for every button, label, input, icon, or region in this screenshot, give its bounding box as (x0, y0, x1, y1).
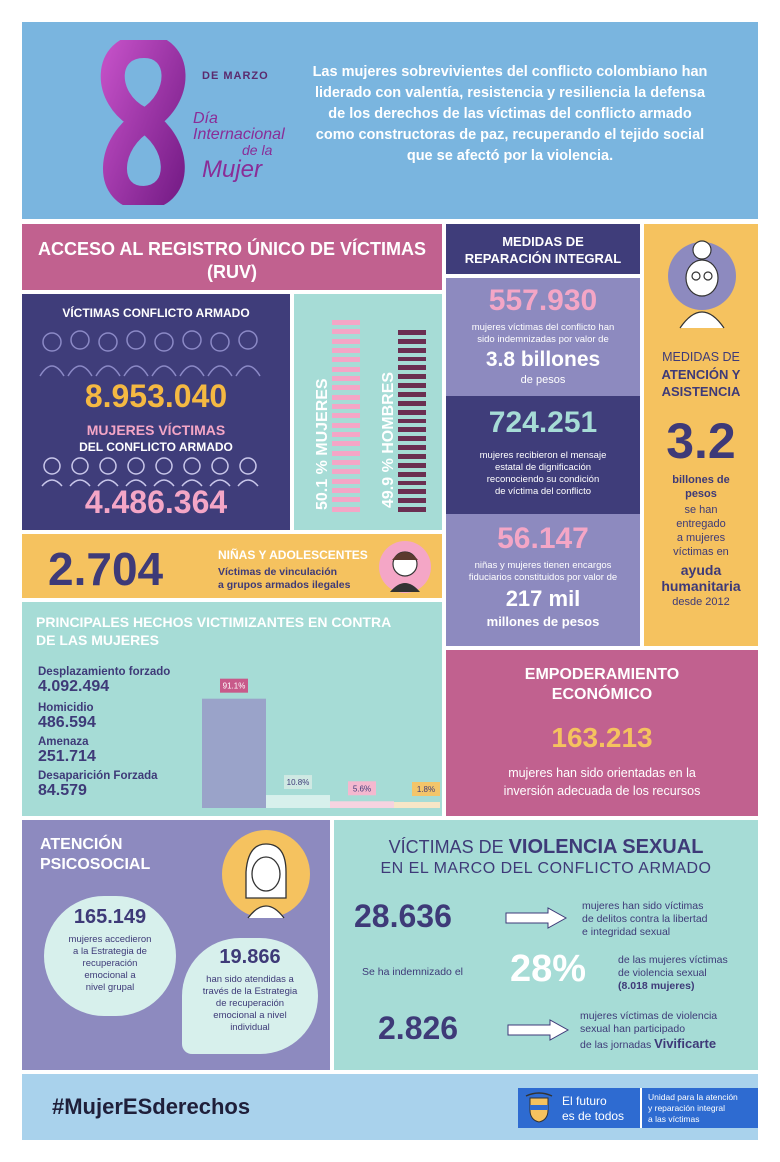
psico-n2-d2: través de la Estrategia (202, 986, 298, 997)
chart-bar (202, 699, 266, 808)
women-label-2: DEL CONFLICTO ARMADO (79, 440, 233, 454)
empoderamiento-desc-1: mujeres han sido orientadas en la (508, 766, 696, 780)
hechos-title-1: PRINCIPALES HECHOS VICTIMIZANTES EN CONTRA (36, 614, 392, 630)
hechos-item-3 (38, 770, 158, 800)
bar-stripe (398, 374, 426, 379)
reparacion-title-1: MEDIDAS DE (502, 234, 584, 249)
bar-stripe (332, 413, 360, 418)
pct-men: 49.9 % HOMBRES (380, 371, 397, 508)
victims-total: 8.953.040 (84, 378, 228, 414)
atencion-title-1: MEDIDAS DE (662, 350, 740, 364)
empoderamiento-number: 163.213 (551, 722, 653, 753)
girls-number: 2.704 (48, 543, 164, 595)
girls-desc-2: a grupos armados ilegales (218, 579, 351, 591)
hechos-item-2 (38, 736, 96, 766)
bar-stripe (332, 367, 360, 372)
women-label-1: MUJERES VÍCTIMAS (86, 422, 226, 438)
gov-text-2: es de todos (562, 1109, 625, 1123)
violencia-title-b: VIOLENCIA SEXUAL (508, 836, 704, 858)
bar-stripe (398, 410, 426, 415)
rep-n1-amount: 3.8 billones (485, 348, 601, 371)
bar-stripe (332, 348, 360, 353)
ruv-victims-panel (22, 294, 290, 530)
unit-text-2: y reparación integral (648, 1103, 726, 1113)
gov-logo (518, 1088, 758, 1128)
atencion-d7: ayuda (680, 562, 722, 578)
psicosocial-title-2: PSICOSOCIAL (40, 856, 151, 873)
psico-blob-2 (182, 938, 318, 1054)
women-total: 4.486.364 (84, 484, 228, 520)
atencion-panel (644, 224, 758, 646)
girls-title: NIÑAS Y ADOLESCENTES (218, 548, 368, 562)
psico-n1-d5: nivel grupal (85, 982, 135, 993)
hechos-value: 251.714 (38, 748, 96, 765)
rep-n3-desc-2: fiduciarios constituidos por valor de (468, 572, 618, 583)
rep-n3-amount: 217 mil (505, 586, 581, 611)
atencion-d8: humanitaria (661, 578, 741, 594)
internacional-label: Internacional (193, 126, 285, 143)
violencia-n2-d2: sexual han participado (580, 1023, 686, 1035)
intro-text: Las mujeres sobrevivientes del conflicto colombiano han liderado con valentía, resistencia y resiliencia la defensa de los derechos de las víctimas del conflicto armado como constructoras de paz, recuperando el tejido social que se afectó por la violencia. (312, 64, 708, 164)
empoderamiento-desc-2: inversión adecuada de los recursos (503, 784, 701, 798)
violencia-pct-d1: de las mujeres víctimas (618, 954, 728, 966)
bar-stripe (332, 460, 360, 465)
bar-stripe (332, 385, 360, 390)
violencia-n2-d3a: de las jornadas (580, 1039, 655, 1051)
reparacion-3-panel (446, 514, 640, 646)
girl-avatar-icon (378, 540, 432, 594)
girls-desc-1: Víctimas de vinculación (218, 566, 338, 578)
atencion-d2: pesos (685, 488, 717, 500)
hechos-bar-chart (178, 658, 440, 812)
chart-data-label: 5.6% (352, 784, 372, 794)
bar-stripe (332, 488, 360, 493)
chart-bar (394, 802, 440, 808)
unit-text-1: Unidad para la atención (648, 1092, 738, 1102)
hashtag: #MujerESderechos (52, 1094, 251, 1119)
girls-panel (22, 534, 442, 598)
bar-stripe (332, 451, 360, 456)
bar-stripe (398, 427, 426, 432)
psicosocial-panel (22, 820, 330, 1070)
psico-n1-d1: mujeres accedieron (68, 934, 152, 945)
psico-n2-d1: han sido atendidas a (206, 974, 294, 985)
bar-stripe (332, 441, 360, 446)
violencia-title-2: EN EL MARCO DEL CONFLICTO ARMADO (380, 860, 712, 877)
rep-n2-desc-3: reconociendo su condición (486, 474, 600, 485)
atencion-d6: víctimas en (673, 546, 729, 558)
arrow-icon (506, 1018, 570, 1042)
bar-stripe (398, 454, 426, 459)
atencion-d5: a mujeres (676, 532, 726, 544)
de-marzo-label: DE MARZO (202, 70, 269, 82)
reparacion-title-panel (446, 224, 640, 274)
bar-stripe (398, 357, 426, 362)
psico-n2: 19.866 (219, 946, 281, 968)
psico-n1-d3: recuperación (82, 958, 138, 969)
hechos-title-2: DE LAS MUJERES (36, 632, 159, 648)
footer-panel (22, 1074, 758, 1140)
rep-n3-desc-1: niñas y mujeres tienen encargos (474, 560, 612, 571)
hechos-label: Desaparición Forzada (38, 770, 158, 782)
hechos-item-1 (38, 702, 96, 732)
bar-stripe (398, 498, 426, 503)
gov-divider (640, 1088, 642, 1128)
atencion-d9: desde 2012 (672, 596, 730, 608)
rep-n1-desc-1: mujeres víctimas del conflicto han (471, 322, 615, 333)
bar-stripe (398, 445, 426, 450)
rep-n2: 724.251 (488, 406, 598, 439)
psico-n2-d3: de recuperación (215, 998, 285, 1009)
bar-stripe (398, 383, 426, 388)
violencia-title-line-1 (334, 836, 758, 859)
bar-stripe (398, 472, 426, 477)
bar-stripe (398, 392, 426, 397)
hechos-value: 4.092.494 (38, 678, 110, 695)
gov-text-1: El futuro (562, 1094, 607, 1108)
rep-n2-desc-1: mujeres recibieron el mensaje (479, 450, 607, 461)
psico-blob-1 (44, 896, 176, 1016)
violencia-pct: 28% (510, 948, 587, 990)
psico-n1-d4: emocional a (84, 970, 136, 981)
violencia-pct-d3: (8.018 mujeres) (618, 980, 695, 992)
bar-stripe (398, 481, 426, 486)
psicosocial-title-1: ATENCIÓN (40, 836, 123, 853)
people-crowd-icon (36, 328, 276, 382)
victims-label: VÍCTIMAS CONFLICTO ARMADO (62, 306, 250, 320)
bar-stripe (332, 507, 360, 512)
violencia-n2-d3b: Vivificarte (654, 1036, 717, 1051)
bar-stripe (332, 469, 360, 474)
psico-n2-d4: emocional a nivel (213, 1010, 287, 1021)
reparacion-2-panel (446, 396, 640, 514)
bar-stripe (398, 330, 426, 335)
rep-n1-unit: de pesos (520, 374, 566, 386)
atencion-d3: se han (684, 504, 718, 516)
women-crowd-icon (36, 454, 276, 488)
header-panel (22, 22, 758, 219)
rep-n3: 56.147 (497, 522, 589, 555)
bar-stripe (398, 419, 426, 424)
rep-n2-desc-4: de víctima del conflicto (494, 486, 592, 497)
rep-n1: 557.930 (488, 284, 598, 317)
empoderamiento-title-2: ECONÓMICO (551, 686, 653, 703)
chart-data-label: 10.8% (286, 778, 310, 788)
atencion-d4: entregado (676, 518, 726, 530)
bar-stripe (332, 339, 360, 344)
bar-stripe (398, 507, 426, 512)
chart-bar (330, 801, 394, 808)
bar-stripe (332, 376, 360, 381)
violencia-n1: 28.636 (354, 898, 452, 934)
hechos-value: 84.579 (38, 782, 87, 799)
gender-bars-panel (294, 294, 442, 530)
psico-n1-d2: a la Estrategia de (73, 946, 147, 957)
bar-stripe (398, 489, 426, 494)
violencia-title-a: VÍCTIMAS DE (388, 837, 509, 857)
hechos-item-0 (38, 666, 170, 696)
bar-stripe (398, 339, 426, 344)
violencia-n2-d3 (580, 1036, 716, 1051)
bar-stripe (332, 404, 360, 409)
bar-stripe (398, 365, 426, 370)
violencia-n2: 2.826 (378, 1010, 459, 1046)
dia-label: Día (193, 110, 218, 127)
atencion-title-3: ASISTENCIA (661, 384, 741, 399)
hechos-label: Amenaza (38, 736, 89, 748)
violencia-panel (334, 820, 758, 1070)
woman-glasses-avatar-icon (666, 236, 738, 332)
bar-stripe (398, 348, 426, 353)
hechos-panel (22, 602, 442, 816)
chart-data-label: 91.1% (222, 681, 246, 691)
bar-stripe (332, 497, 360, 502)
men-bar-stack (398, 330, 426, 516)
unit-text-3: a las víctimas (648, 1114, 700, 1124)
ruv-title-panel (22, 224, 442, 290)
violencia-pct-d2: de violencia sexual (618, 967, 707, 979)
bar-stripe (398, 463, 426, 468)
bar-stripe (398, 436, 426, 441)
violencia-n1-d2: de delitos contra la libertad (582, 913, 708, 925)
hechos-value: 486.594 (38, 714, 96, 731)
empoderamiento-panel (446, 650, 758, 816)
empoderamiento-title-1: EMPODERAMIENTO (524, 666, 680, 683)
bar-stripe (332, 320, 360, 325)
chart-bar (266, 795, 330, 808)
reparacion-1-panel (446, 278, 640, 396)
bar-stripe (332, 395, 360, 400)
bar-stripe (398, 401, 426, 406)
infographic (22, 22, 758, 1140)
de-la-label: de la (242, 142, 273, 158)
ruv-title: ACCESO AL REGISTRO ÚNICO DE VÍCTIMAS (RUV) (37, 239, 427, 282)
hechos-label: Homicidio (38, 702, 94, 714)
psico-n1: 165.149 (73, 906, 147, 928)
coat-of-arms-icon (524, 1092, 554, 1124)
atencion-title-2: ATENCIÓN Y (661, 367, 741, 382)
rep-n3-unit: millones de pesos (486, 614, 600, 629)
bar-stripe (332, 423, 360, 428)
atencion-d1: billones de (672, 474, 730, 486)
violencia-pct-prefix: Se ha indemnizado el (362, 966, 463, 978)
rep-n2-desc-2: estatal de dignificación (494, 462, 592, 473)
pct-women: 50.1 % MUJERES (314, 378, 331, 510)
psico-n2-d5: individual (230, 1022, 270, 1033)
violencia-n1-d1: mujeres han sido víctimas (582, 900, 704, 912)
bar-stripe (332, 357, 360, 362)
eight-ribbon-logo (84, 40, 204, 205)
atencion-number: 3.2 (666, 413, 736, 469)
hechos-label: Desplazamiento forzado (38, 666, 171, 678)
rep-n1-desc-2: sido indemnizadas por valor de (477, 334, 609, 345)
chart-data-label: 1.8% (416, 785, 436, 794)
mujer-label: Mujer (202, 156, 263, 183)
bar-stripe (332, 432, 360, 437)
women-bar-stack (332, 320, 360, 516)
violencia-n2-d1: mujeres víctimas de violencia (580, 1010, 718, 1022)
bar-stripe (332, 479, 360, 484)
bar-stripe (332, 329, 360, 334)
woman-avatar-icon (220, 828, 312, 920)
reparacion-title-2: REPARACIÓN INTEGRAL (464, 251, 622, 266)
violencia-n1-d3: e integridad sexual (582, 926, 671, 938)
arrow-icon (504, 906, 568, 930)
